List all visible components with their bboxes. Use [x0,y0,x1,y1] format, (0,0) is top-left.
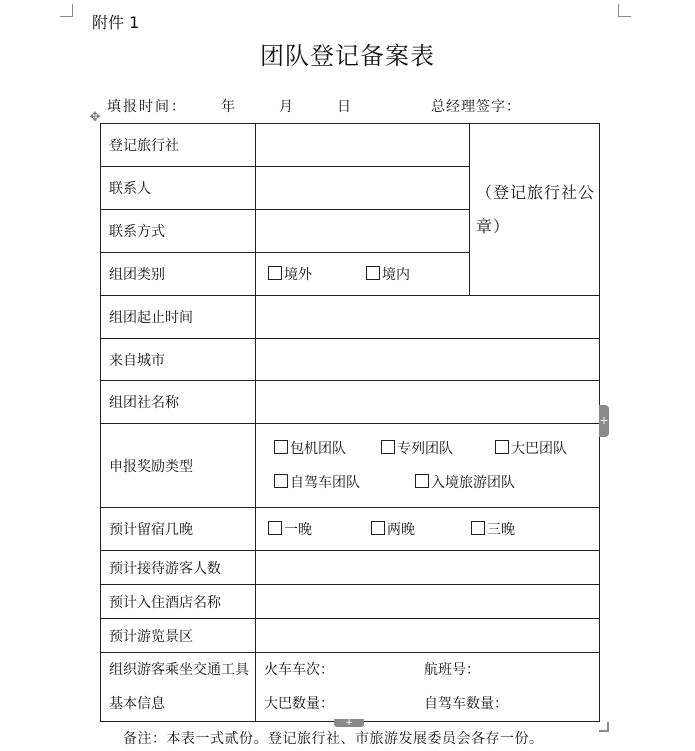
checkbox-icon[interactable] [268,521,282,535]
option-inbound[interactable]: 入境旅游团队 [415,466,515,500]
origin-city-field[interactable] [256,339,600,381]
checkbox-icon[interactable] [268,266,282,280]
reward-type-label: 申报奖励类型 [101,424,256,508]
option-two-nights[interactable]: 两晚 [371,519,471,539]
contact-method-field[interactable] [256,210,470,253]
day-label: 日 [337,99,351,115]
bus-count-label: 大巴数量： [264,696,334,712]
flight-number-label: 航班号： [424,662,480,678]
reward-options [256,424,600,508]
checkbox-icon[interactable] [381,440,395,454]
group-type-label: 组团类别 [101,253,256,296]
registration-table [100,123,600,722]
manager-signature-label: 总经理签字： [431,99,521,115]
option-bus[interactable]: 大巴团队 [495,432,567,466]
organizer-name-field[interactable] [256,381,600,424]
table-resize-handle-icon[interactable] [599,722,609,732]
selfdrive-count-label: 自驾车数量： [424,696,508,712]
organizer-name-label: 组团社名称 [101,381,256,424]
seal-area: （登记旅行社公章） [470,124,600,296]
option-charter[interactable]: 包机团队 [274,432,381,466]
checkbox-icon[interactable] [274,440,288,454]
checkbox-icon[interactable] [371,521,385,535]
transport-fields [256,653,600,722]
form-title: 团队登记备案表 [260,42,435,70]
scenic-area-field[interactable] [256,619,600,653]
hotel-name-field[interactable] [256,585,600,619]
add-column-handle-icon[interactable]: + [599,405,609,437]
contact-person-label: 联系人 [101,167,256,210]
group-type-options [256,253,470,296]
option-one-night[interactable]: 一晚 [268,519,371,539]
visitor-count-field[interactable] [256,551,600,585]
nights-options [256,508,600,551]
checkbox-icon[interactable] [495,440,509,454]
option-outbound[interactable]: 境外 [268,264,366,284]
page-corner-mark [618,4,631,17]
month-label: 月 [279,99,293,115]
group-period-field[interactable] [256,296,600,339]
agency-label: 登记旅行社 [101,124,256,167]
year-label: 年 [221,99,235,115]
table-move-handle-icon[interactable]: ✥ [89,110,101,125]
checkbox-icon[interactable] [274,474,288,488]
train-number-label: 火车车次： [264,662,334,678]
checkbox-icon[interactable] [366,266,380,280]
origin-city-label: 来自城市 [101,339,256,381]
hotel-name-label: 预计入住酒店名称 [101,585,256,619]
contact-method-label: 联系方式 [101,210,256,253]
add-row-handle-icon[interactable]: + [334,719,364,727]
group-period-label: 组团起止时间 [101,296,256,339]
agency-field[interactable] [256,124,470,167]
checkbox-icon[interactable] [471,521,485,535]
option-selfdrive[interactable]: 自驾车团队 [274,466,415,500]
report-time-label: 填报时间： [107,99,187,115]
checkbox-icon[interactable] [415,474,429,488]
transport-label: 组织游客乘坐交通工具基本信息 [101,653,256,722]
nights-label: 预计留宿几晚 [101,508,256,551]
option-domestic[interactable]: 境内 [366,264,410,284]
attachment-label: 附件 1 [92,13,140,32]
contact-person-field[interactable] [256,167,470,210]
option-train[interactable]: 专列团队 [381,432,495,466]
option-three-nights[interactable]: 三晚 [471,519,515,539]
page-corner-mark [60,4,73,17]
footnote: 备注：本表一式贰份。登记旅行社、市旅游发展委员会各存一份。 [123,731,544,747]
scenic-area-label: 预计游览景区 [101,619,256,653]
visitor-count-label: 预计接待游客人数 [101,551,256,585]
